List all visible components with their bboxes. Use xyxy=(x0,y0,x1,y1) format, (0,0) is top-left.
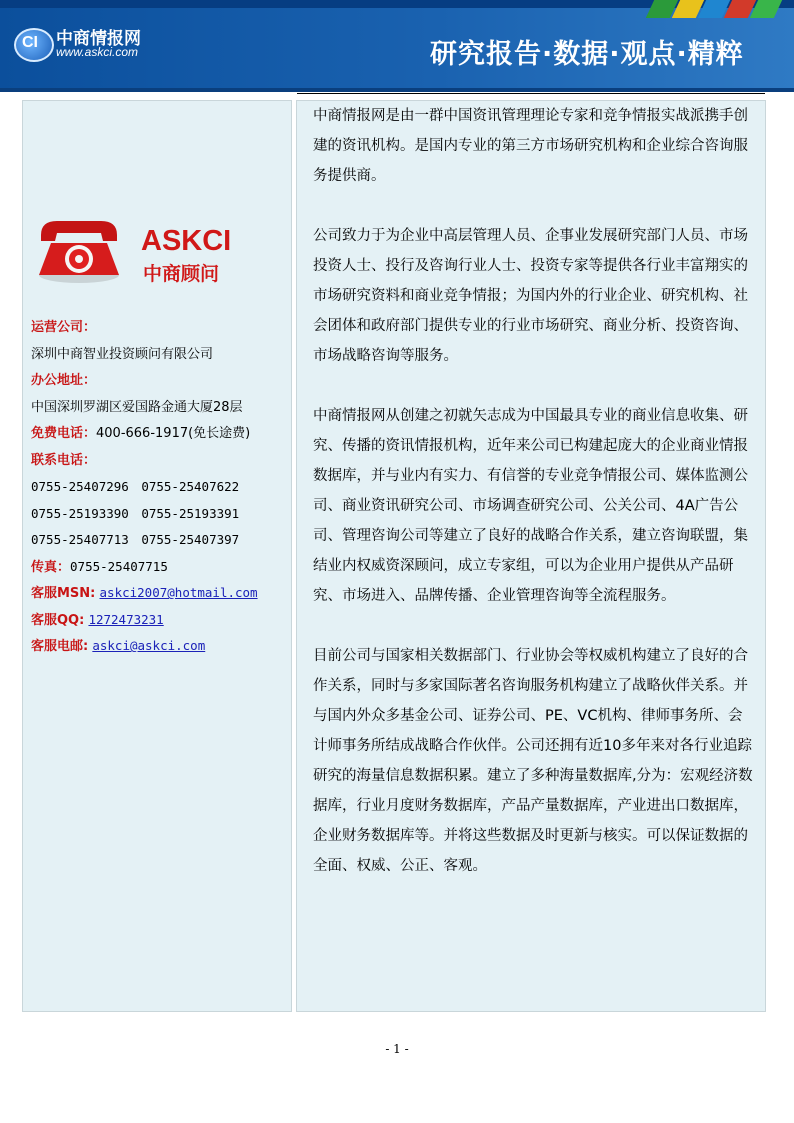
paragraph: 中商情报网从创建之初就矢志成为中国最具专业的商业信息收集、研究、传播的资讯情报机构，近年来公司已构建起庞大的企业商业情报数据库，并与业内有实力、有信誉的专业竞争情报公司、媒体监测公司、商业资讯研究公司、市场调查研究公司、公关公司、4A广告公司、管理咨询公司等建立了良好的战略合作关系，建立咨询联盟，集结业内权威资深顾问，成立专家组，可以为企业用户提供从产品研究、市场进入、品牌传播、企业管理咨询等全流程服务。 xyxy=(313,408,748,604)
paragraph: 公司致力于为企业中高层管理人员、企事业发展研究部门人员、市场投资人士、投行及咨询行业人士、投资专家等提供各行业丰富翔实的市场研究资料和商业竞争情报；为国内外的行业企业、研究机构、社会团体和政府部门提供专业的行业市场研究、商业分析、投资咨询、市场战略咨询等服务。 xyxy=(313,228,748,364)
free-phone-label: 免费电话： xyxy=(31,426,97,441)
paragraph: 目前公司与国家相关数据部门、行业协会等权威机构建立了良好的合作关系，同时与多家国际著名咨询服务机构建立了战略伙伴关系。并与国内外众多基金公司、证券公司、PE、VC机构、律师事务所、会计师事务所结成战略合作伙伴。公司还拥有近10多年来对各行业追踪研究的海量信息数据积累。建立了多种海量数据库,分为：宏观经济数据库，行业月度财务数据库，产品产量数据库，产业进出口数据库，企业财务数据库等。并将这些数据及时更新与核实。可以保证数据的全面、权威、公正、客观。 xyxy=(313,648,753,874)
operator-value: 深圳中商智业投资顾问有限公司 xyxy=(31,346,214,362)
qq-label: 客服QQ: xyxy=(31,612,85,628)
header-banner xyxy=(0,0,794,92)
phone-row: 0755-25193390 0755-25193391 xyxy=(31,505,240,521)
free-phone-value: 400-666-1917(免长途费) xyxy=(96,426,251,441)
msn-link[interactable]: askci2007@hotmail.com xyxy=(99,585,258,600)
contact-info xyxy=(31,315,289,660)
phone-label: 联系电话： xyxy=(31,452,97,468)
slogan: 研究报告·数据·观点·精粹 xyxy=(430,39,744,70)
banner-bottom-line xyxy=(0,88,794,92)
intro-text xyxy=(313,101,753,881)
address-label: 办公地址： xyxy=(31,373,97,388)
msn-label: 客服MSN: xyxy=(31,586,96,601)
logo-mark: CI xyxy=(22,34,38,51)
phone-row: 0755-25407713 0755-25407397 xyxy=(31,532,240,547)
askci-logo-cn: 中商顾问 xyxy=(143,263,220,285)
operator-label: 运营公司： xyxy=(31,320,97,335)
contact-panel xyxy=(22,100,292,1012)
paragraph: 中商情报网是由一群中国资讯管理理论专家和竞争情报实战派携手创建的资讯机构。是国内专业的第三方市场研究机构和企业综合咨询服务提供商。 xyxy=(313,108,748,184)
email-label: 客服电邮: xyxy=(31,639,89,654)
askci-logo-text: ASKCI xyxy=(141,225,232,257)
fax-label: 传真： xyxy=(31,559,71,575)
address-value: 中国深圳罗湖区爱国路金通大厦28层 xyxy=(31,399,243,415)
fax-value: 0755-25407715 xyxy=(70,558,168,574)
site-name: 中商情报网 xyxy=(56,29,141,49)
telephone-icon xyxy=(35,213,123,285)
intro-panel xyxy=(296,100,766,1012)
site-url: www.askci.com xyxy=(56,45,139,59)
phone-row: 0755-25407296 0755-25407622 xyxy=(31,479,240,494)
divider xyxy=(297,93,765,94)
email-link[interactable]: askci@askci.com xyxy=(92,638,206,653)
page-number: - 1 - xyxy=(385,1042,409,1056)
ci-logo-icon xyxy=(14,28,54,62)
qq-link[interactable]: 1272473231 xyxy=(88,611,164,627)
